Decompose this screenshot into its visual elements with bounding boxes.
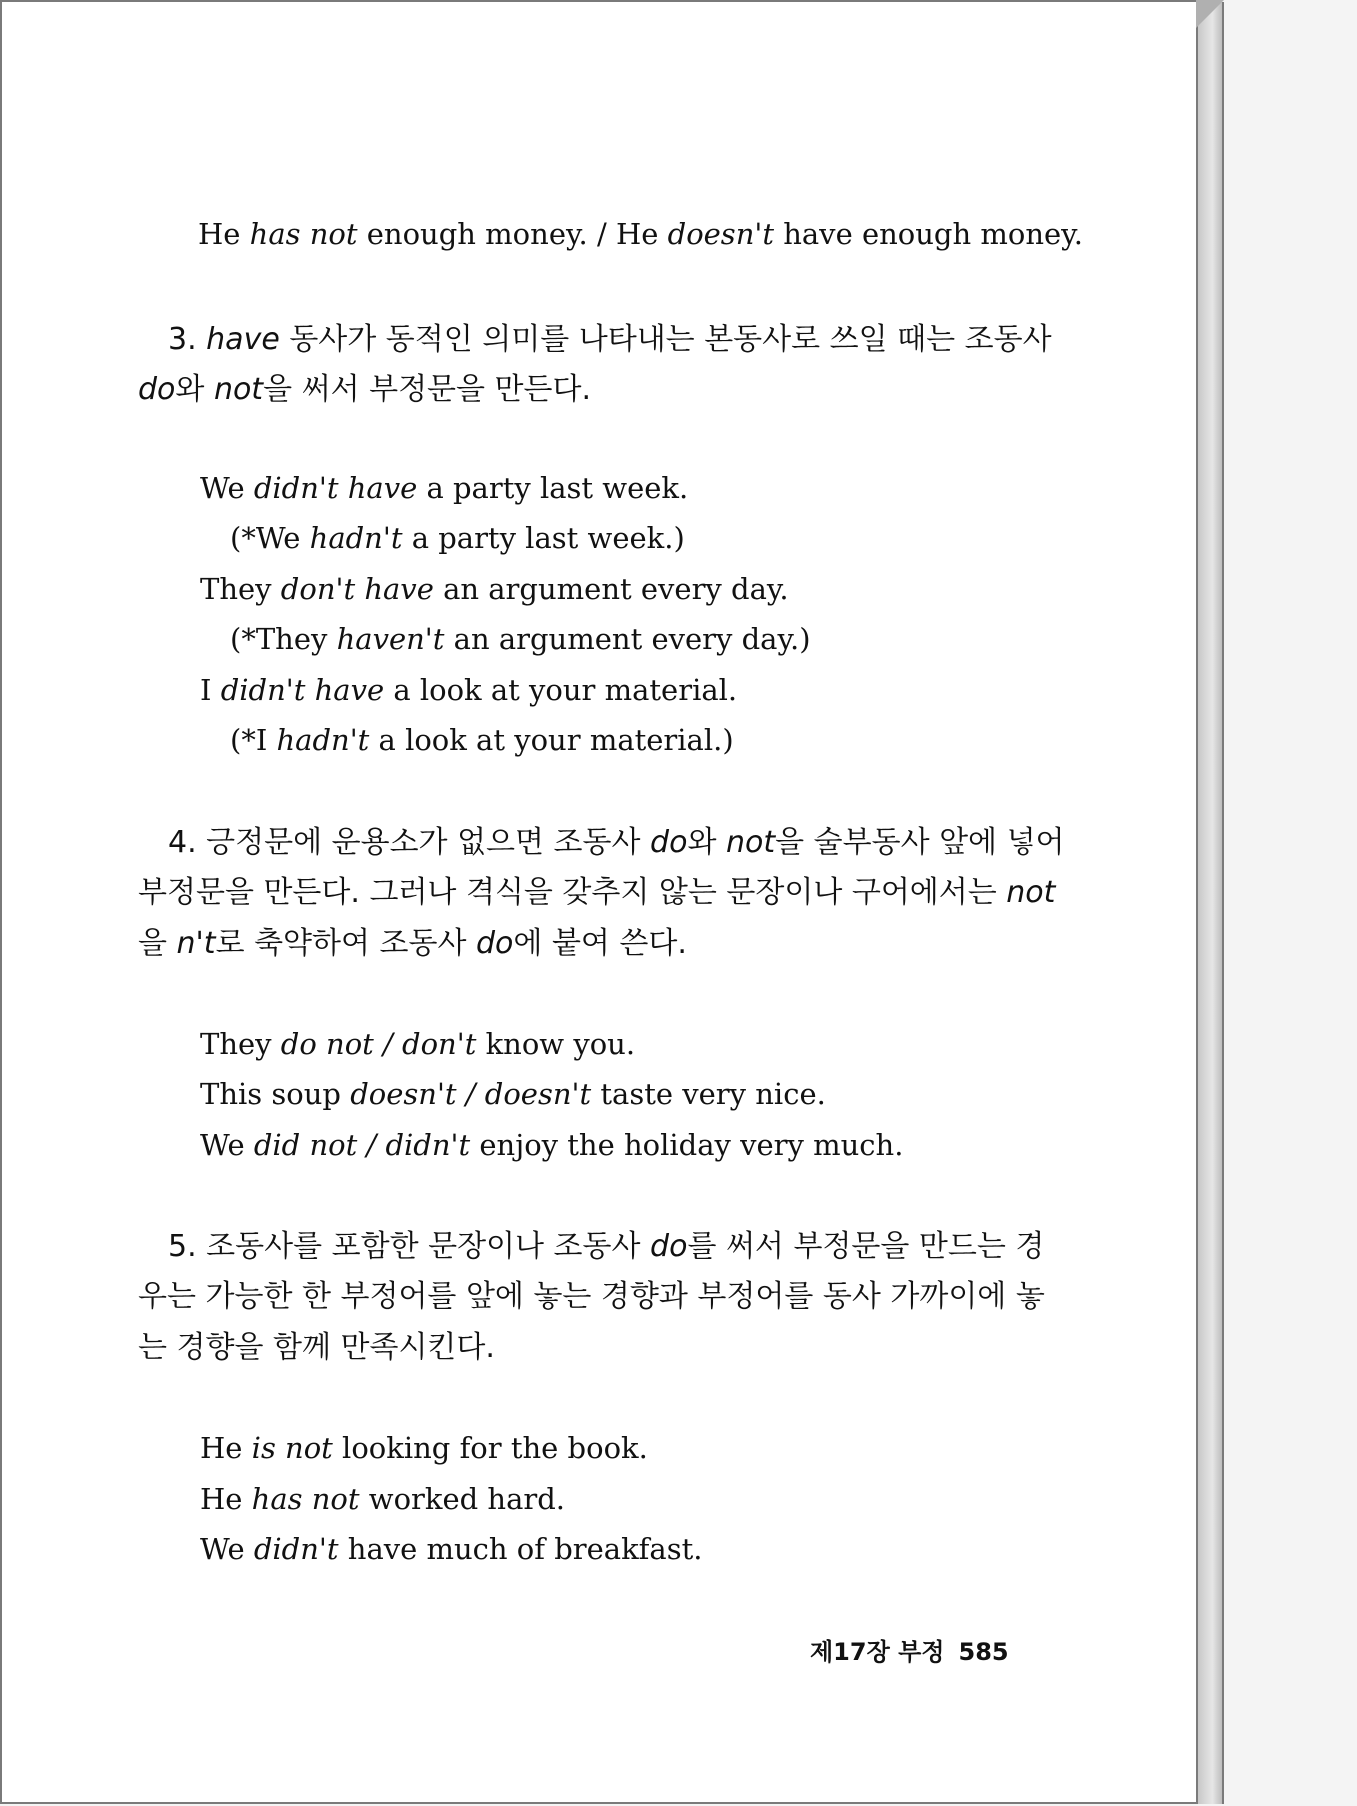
section-3-line-2: do와 not을 써서 부정문을 만든다. bbox=[138, 372, 592, 407]
page-edge bbox=[1198, 2, 1224, 1804]
example-line: They do not / don't know you. bbox=[200, 1027, 636, 1061]
section-3-line-1: 3. have 동사가 동적인 의미를 나타내는 본동사로 쓰일 때는 조동사 bbox=[168, 322, 1052, 357]
section-5-line-1: 5. 조동사를 포함한 문장이나 조동사 do를 써서 부정문을 만드는 경 bbox=[168, 1229, 1045, 1264]
section-4-line-1: 4. 긍정문에 운용소가 없으면 조동사 do와 not을 술부동사 앞에 넣어 bbox=[168, 825, 1065, 860]
section-5-line-2: 우는 가능한 한 부정어를 앞에 놓는 경향과 부정어를 동사 가까이에 놓 bbox=[138, 1279, 1045, 1314]
page-corner bbox=[1196, 0, 1224, 28]
chapter-label: 제17장 부정 bbox=[810, 1638, 945, 1666]
example-line: I didn't have a look at your material. bbox=[200, 673, 738, 707]
example-line: (*We hadn't a party last week.) bbox=[230, 521, 685, 555]
example-line: He is not looking for the book. bbox=[200, 1431, 648, 1465]
example-line: They don't have an argument every day. bbox=[200, 572, 789, 606]
page-number: 585 bbox=[958, 1638, 1009, 1666]
section-4-line-3: 을 n't로 축약하여 조동사 do에 붙여 쓴다. bbox=[138, 926, 687, 961]
example-line: This soup doesn't / doesn't taste very nice. bbox=[200, 1077, 826, 1111]
example-line: (*I hadn't a look at your material.) bbox=[230, 723, 734, 757]
example-line: He has not worked hard. bbox=[200, 1482, 566, 1516]
example-line: We didn't have much of breakfast. bbox=[200, 1532, 703, 1566]
example-line: He has not enough money. / He doesn't have enough money. bbox=[198, 217, 1083, 251]
page-footer bbox=[810, 1632, 1009, 1667]
example-line: (*They haven't an argument every day.) bbox=[230, 622, 811, 656]
example-line: We didn't have a party last week. bbox=[200, 471, 689, 505]
example-line: We did not / didn't enjoy the holiday very much. bbox=[200, 1128, 904, 1162]
section-5-line-3: 는 경향을 함께 만족시킨다. bbox=[138, 1330, 495, 1365]
section-4-line-2: 부정문을 만든다. 그러나 격식을 갖추지 않는 문장이나 구어에서는 not bbox=[138, 875, 1056, 910]
